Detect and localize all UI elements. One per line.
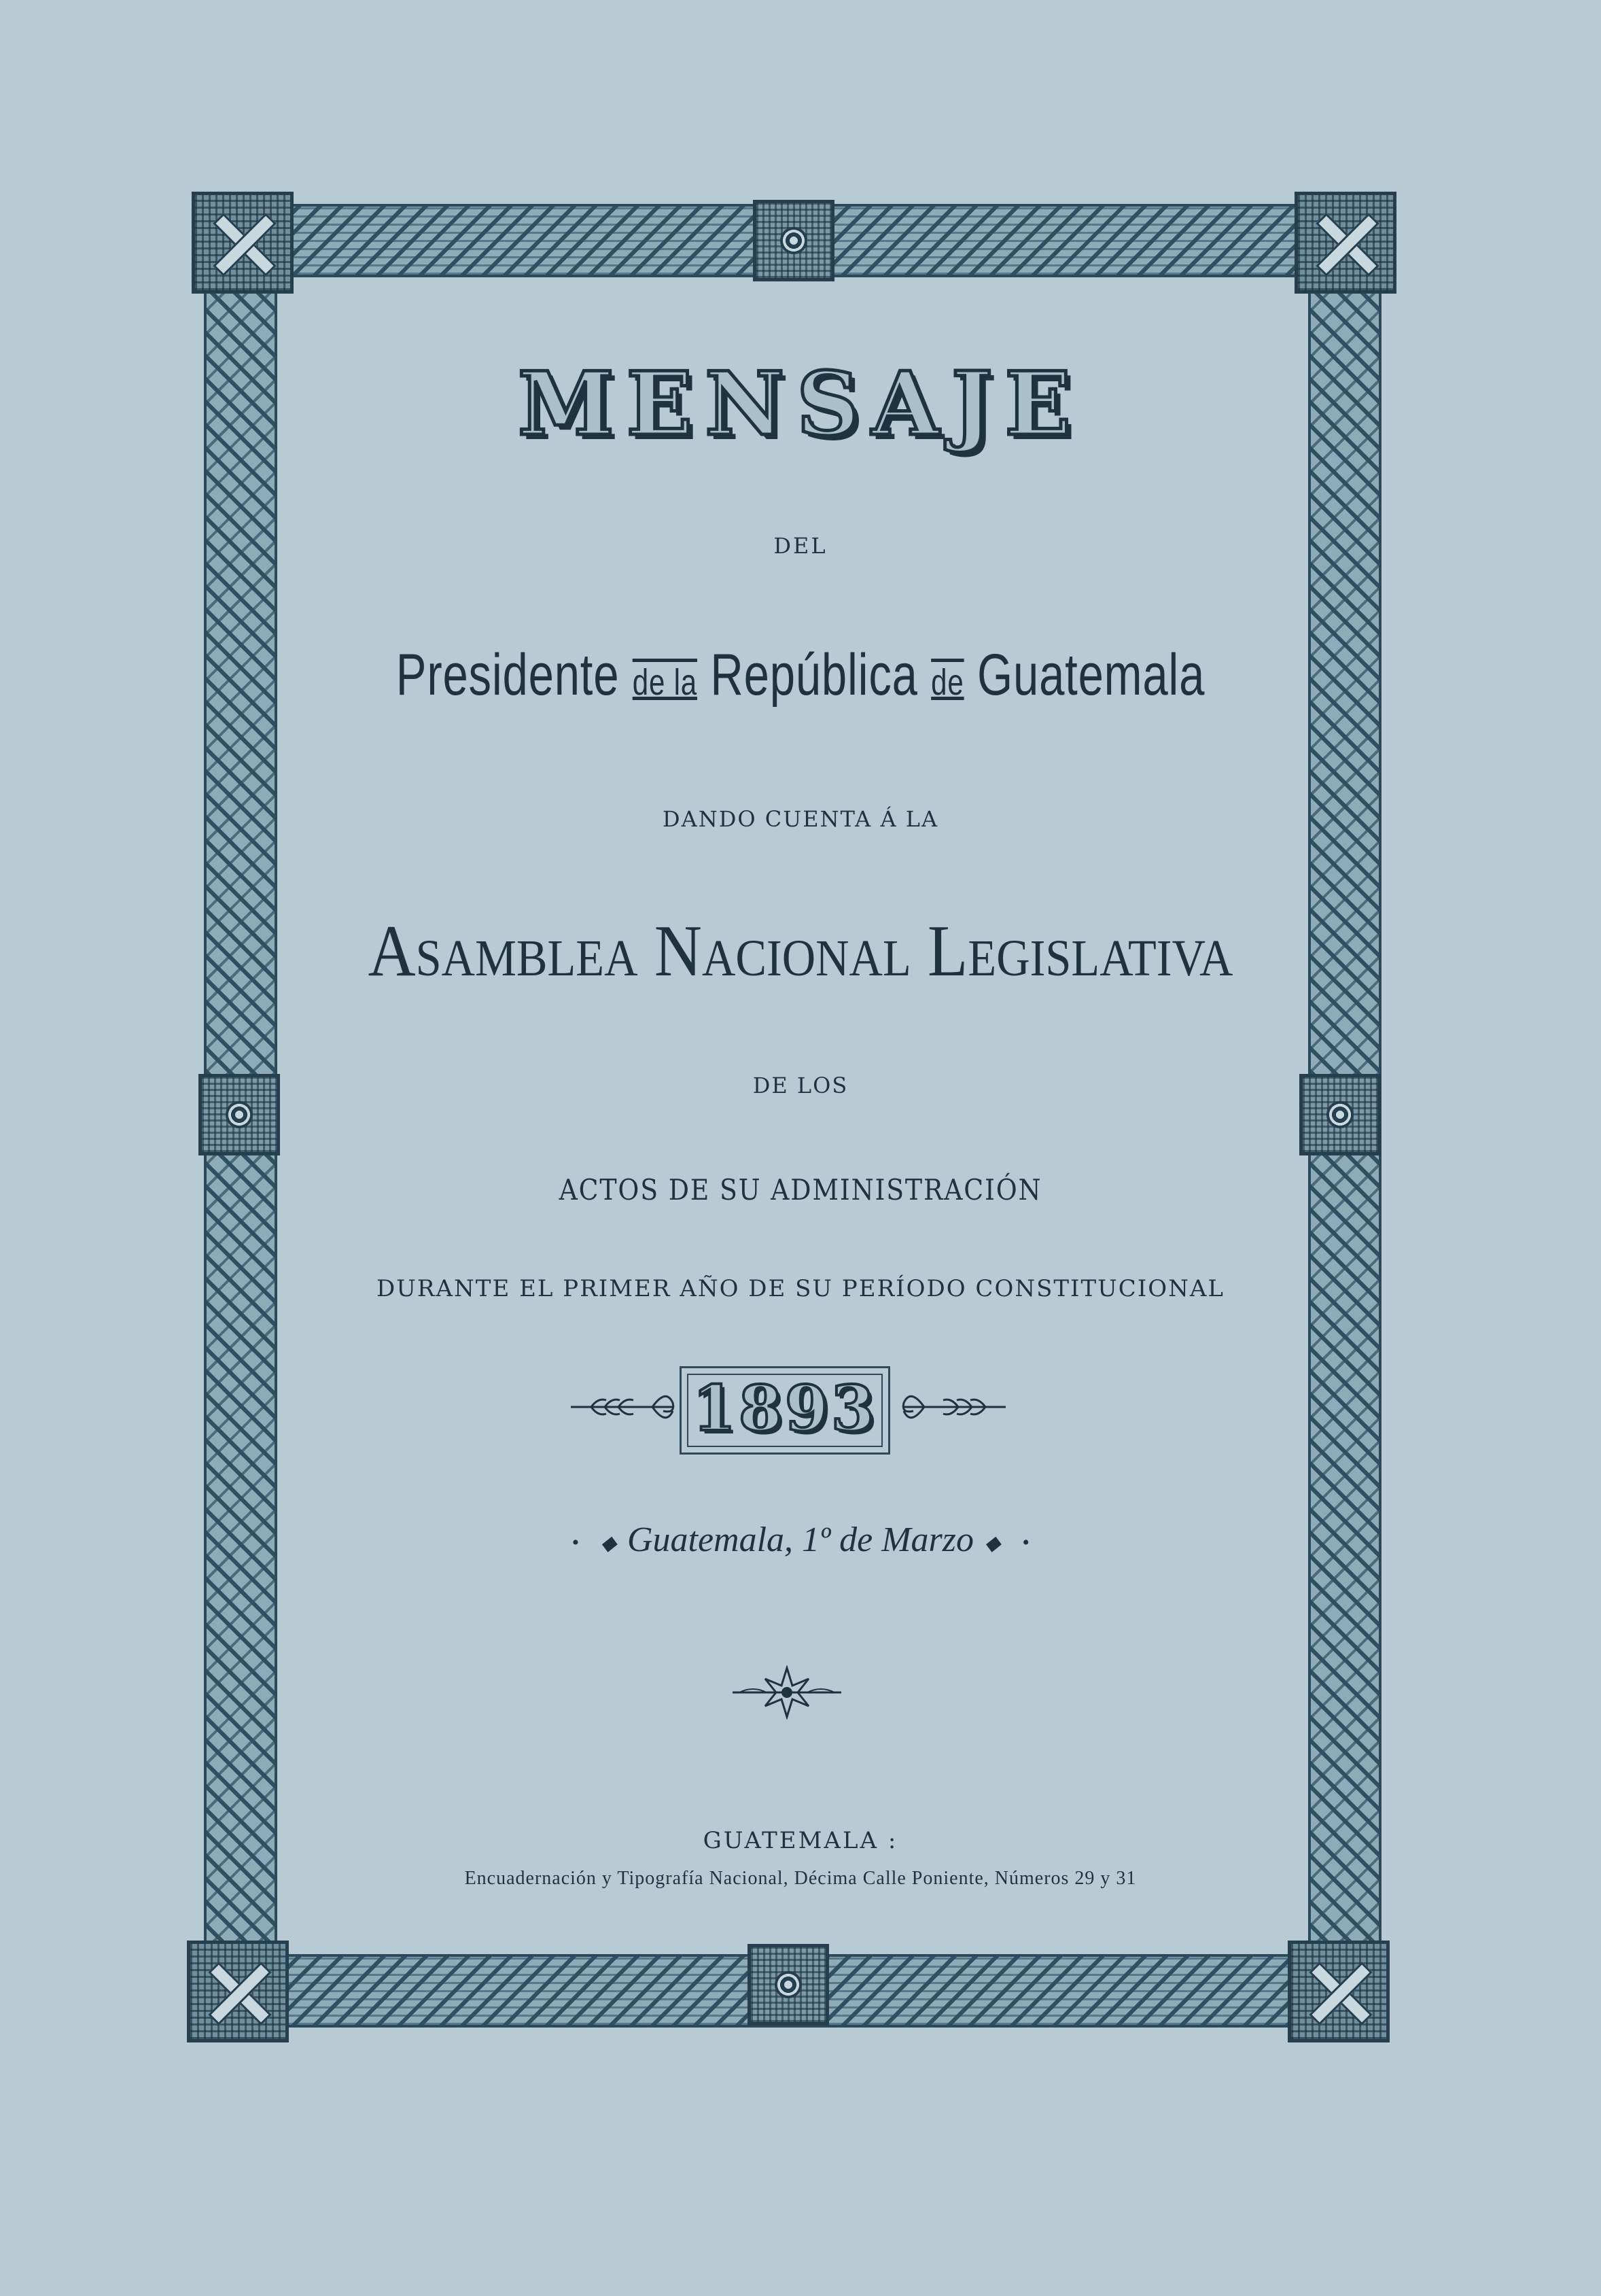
heading-word-republica: República	[710, 642, 918, 708]
leaf-sprig-icon	[897, 1387, 1006, 1427]
corner-ornament-bottom-right	[1288, 1941, 1390, 2042]
corner-ornament-top-right	[1295, 192, 1396, 294]
year-label: 1893	[692, 1372, 878, 1445]
heading-word-presidente: Presidente	[395, 642, 620, 708]
text-dando-cuenta: DANDO CUENTA Á LA	[662, 806, 939, 832]
text-del: DEL	[773, 533, 828, 559]
date-text: Guatemala, 1º de Marzo	[627, 1520, 974, 1559]
date-line	[0, 1520, 1601, 1560]
heading-word-guatemala: Guatemala	[977, 642, 1206, 708]
rosette-medallion-icon	[747, 1944, 829, 2025]
diamond-icon: ◆	[600, 1531, 616, 1554]
rosette-medallion-icon	[753, 200, 834, 281]
diamond-icon: ◆	[985, 1531, 1001, 1554]
imprint-printer: Encuadernación y Tipografía Nacional, Décima Calle Poniente, Números 29 y 31	[464, 1868, 1137, 1889]
diamond-icon: •	[1022, 1531, 1030, 1554]
heading-presidente	[176, 642, 1425, 709]
heading-actos: ACTOS DE SU ADMINISTRACIÓN	[559, 1173, 1042, 1206]
corner-ornament-top-left	[192, 192, 294, 294]
leaf-sprig-icon	[571, 1387, 680, 1427]
corner-ornament-bottom-left	[187, 1941, 289, 2042]
imprint-city: GUATEMALA :	[703, 1827, 898, 1854]
heading-word-de: de	[931, 662, 964, 703]
title-mensaje: MENSAJE	[517, 353, 1084, 455]
heading-asamblea: Asamblea Nacional Legislativa	[368, 911, 1233, 992]
text-durante: DURANTE EL PRIMER AÑO DE SU PERÍODO CONSTITUCIONAL	[376, 1275, 1225, 1302]
diamond-icon: •	[571, 1531, 579, 1554]
text-de-los: DE LOS	[752, 1073, 849, 1098]
heading-word-de-la: de la	[632, 662, 697, 703]
star-ornament-icon	[733, 1665, 841, 1720]
